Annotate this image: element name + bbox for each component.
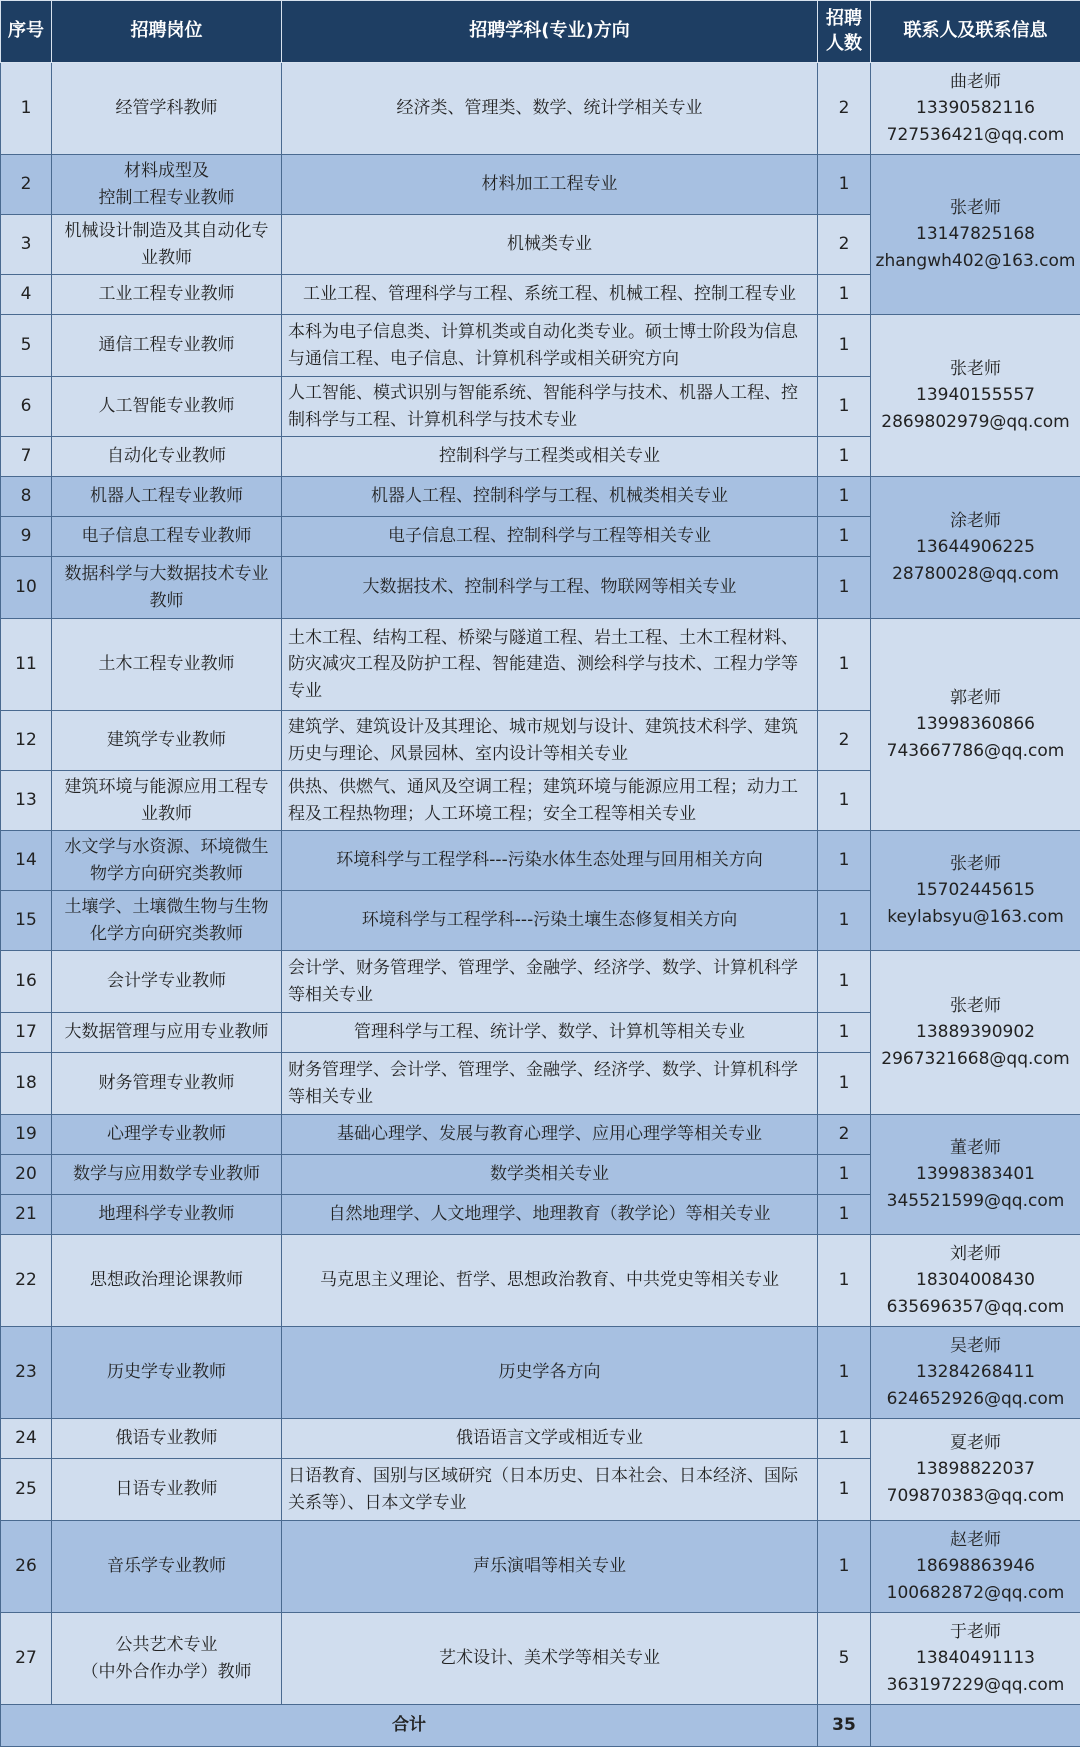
contact-name: 郭老师 — [950, 687, 1001, 708]
contact-phone: 13889390902 — [916, 1022, 1035, 1043]
row-major: 本科为电子信息类、计算机类或自动化类专业。硕士博士阶段为信息与通信工程、电子信息、计算机科学或相关研究方向 — [282, 315, 818, 377]
contact-email: 28780028@qq.com — [892, 563, 1059, 584]
row-count: 1 — [818, 831, 871, 891]
row-position: 机器人工程专业教师 — [52, 477, 282, 517]
contact-cell — [871, 1235, 1080, 1327]
contact-email: keylabsyu@163.com — [887, 906, 1064, 927]
row-position: 机械设计制造及其自动化专业教师 — [52, 215, 282, 275]
row-position: 公共艺术专业 （中外合作办学）教师 — [52, 1613, 282, 1705]
contact-name: 涂老师 — [950, 510, 1001, 531]
total-row — [1, 1705, 1080, 1747]
row-index: 26 — [1, 1521, 52, 1613]
row-position: 建筑环境与能源应用工程专业教师 — [52, 771, 282, 831]
row-major: 控制科学与工程类或相关专业 — [282, 437, 818, 477]
row-index: 3 — [1, 215, 52, 275]
row-count: 2 — [818, 711, 871, 771]
row-position: 数据科学与大数据技术专业教师 — [52, 557, 282, 619]
row-position: 土木工程专业教师 — [52, 619, 282, 711]
contact-email: 2869802979@qq.com — [881, 411, 1070, 432]
header-contact: 联系人及联系信息 — [871, 1, 1080, 63]
contact-name: 赵老师 — [950, 1529, 1001, 1550]
row-major: 声乐演唱等相关专业 — [282, 1521, 818, 1613]
row-count: 1 — [818, 377, 871, 437]
contact-name: 刘老师 — [950, 1243, 1001, 1264]
contact-cell — [871, 1613, 1080, 1705]
table-row — [1, 951, 1080, 1013]
row-index: 14 — [1, 831, 52, 891]
row-position: 音乐学专业教师 — [52, 1521, 282, 1613]
row-count: 1 — [818, 1013, 871, 1053]
row-count: 1 — [818, 619, 871, 711]
table-row — [1, 1115, 1080, 1155]
row-position: 历史学专业教师 — [52, 1327, 282, 1419]
row-count: 1 — [818, 1053, 871, 1115]
contact-cell — [871, 477, 1080, 619]
contact-cell — [871, 315, 1080, 477]
row-count: 1 — [818, 1459, 871, 1521]
table-header-row — [1, 1, 1080, 63]
contact-email: 345521599@qq.com — [886, 1190, 1065, 1211]
row-major: 马克思主义理论、哲学、思想政治教育、中共党史等相关专业 — [282, 1235, 818, 1327]
row-major: 建筑学、建筑设计及其理论、城市规划与设计、建筑技术科学、建筑历史与理论、风景园林、室内设计等相关专业 — [282, 711, 818, 771]
contact-cell — [871, 1419, 1080, 1521]
row-index: 13 — [1, 771, 52, 831]
row-major: 机械类专业 — [282, 215, 818, 275]
row-position: 材料成型及 控制工程专业教师 — [52, 155, 282, 215]
row-index: 6 — [1, 377, 52, 437]
row-count: 2 — [818, 215, 871, 275]
row-position: 通信工程专业教师 — [52, 315, 282, 377]
row-count: 1 — [818, 557, 871, 619]
row-position: 心理学专业教师 — [52, 1115, 282, 1155]
row-major: 日语教育、国别与区域研究（日本历史、日本社会、日本经济、国际关系等）、日本文学专业 — [282, 1459, 818, 1521]
row-major: 环境科学与工程学科---污染水体生态处理与回用相关方向 — [282, 831, 818, 891]
table-row — [1, 315, 1080, 377]
row-index: 27 — [1, 1613, 52, 1705]
row-major: 管理科学与工程、统计学、数学、计算机等相关专业 — [282, 1013, 818, 1053]
row-count: 1 — [818, 315, 871, 377]
row-major: 大数据技术、控制科学与工程、物联网等相关专业 — [282, 557, 818, 619]
row-major: 供热、供燃气、通风及空调工程；建筑环境与能源应用工程；动力工程及工程热物理；人工环境工程；安全工程等相关专业 — [282, 771, 818, 831]
row-count: 2 — [818, 63, 871, 155]
contact-email: 635696357@qq.com — [886, 1296, 1065, 1317]
row-major: 艺术设计、美术学等相关专业 — [282, 1613, 818, 1705]
header-index: 序号 — [1, 1, 52, 63]
table-row — [1, 477, 1080, 517]
row-index: 19 — [1, 1115, 52, 1155]
row-count: 1 — [818, 1327, 871, 1419]
contact-name: 董老师 — [950, 1137, 1001, 1158]
row-count: 1 — [818, 1235, 871, 1327]
contact-phone: 15702445615 — [916, 880, 1035, 901]
row-position: 财务管理专业教师 — [52, 1053, 282, 1115]
table-row — [1, 1613, 1080, 1705]
row-major: 人工智能、模式识别与智能系统、智能科学与技术、机器人工程、控制科学与工程、计算机科学与技术专业 — [282, 377, 818, 437]
row-position: 思想政治理论课教师 — [52, 1235, 282, 1327]
row-position: 会计学专业教师 — [52, 951, 282, 1013]
row-major: 材料加工工程专业 — [282, 155, 818, 215]
row-position: 人工智能专业教师 — [52, 377, 282, 437]
row-count: 1 — [818, 155, 871, 215]
row-count: 1 — [818, 891, 871, 951]
header-count-line2: 人数 — [826, 32, 862, 54]
row-position: 数学与应用数学专业教师 — [52, 1155, 282, 1195]
row-major: 数学类相关专业 — [282, 1155, 818, 1195]
row-major: 环境科学与工程学科---污染土壤生态修复相关方向 — [282, 891, 818, 951]
row-position: 土壤学、土壤微生物与生物化学方向研究类教师 — [52, 891, 282, 951]
row-index: 12 — [1, 711, 52, 771]
table-row — [1, 63, 1080, 155]
row-count: 1 — [818, 437, 871, 477]
contact-name: 于老师 — [950, 1621, 1001, 1642]
row-position: 日语专业教师 — [52, 1459, 282, 1521]
contact-email: 363197229@qq.com — [886, 1674, 1065, 1695]
contact-email: 709870383@qq.com — [886, 1485, 1065, 1506]
contact-cell — [871, 1115, 1080, 1235]
row-major: 基础心理学、发展与教育心理学、应用心理学等相关专业 — [282, 1115, 818, 1155]
row-count: 2 — [818, 1115, 871, 1155]
row-major: 电子信息工程、控制科学与工程等相关专业 — [282, 517, 818, 557]
row-major: 经济类、管理类、数学、统计学相关专业 — [282, 63, 818, 155]
contact-name: 张老师 — [950, 995, 1001, 1016]
contact-name: 夏老师 — [950, 1432, 1001, 1453]
row-position: 电子信息工程专业教师 — [52, 517, 282, 557]
row-position: 大数据管理与应用专业教师 — [52, 1013, 282, 1053]
row-major: 机器人工程、控制科学与工程、机械类相关专业 — [282, 477, 818, 517]
contact-cell — [871, 951, 1080, 1115]
row-index: 18 — [1, 1053, 52, 1115]
header-major: 招聘学科(专业)方向 — [282, 1, 818, 63]
row-position: 俄语专业教师 — [52, 1419, 282, 1459]
row-count: 1 — [818, 1419, 871, 1459]
contact-phone: 13998360866 — [916, 714, 1035, 735]
row-count: 1 — [818, 1195, 871, 1235]
row-major: 俄语语言文学或相近专业 — [282, 1419, 818, 1459]
row-count: 1 — [818, 1155, 871, 1195]
contact-name: 张老师 — [950, 358, 1001, 379]
row-index: 4 — [1, 275, 52, 315]
row-index: 21 — [1, 1195, 52, 1235]
contact-email: 727536421@qq.com — [886, 124, 1065, 145]
row-index: 25 — [1, 1459, 52, 1521]
contact-name: 张老师 — [950, 197, 1001, 218]
contact-email: 743667786@qq.com — [886, 740, 1065, 761]
row-index: 23 — [1, 1327, 52, 1419]
contact-phone: 13644906225 — [916, 537, 1035, 558]
table-row — [1, 619, 1080, 711]
row-index: 11 — [1, 619, 52, 711]
contact-name: 曲老师 — [950, 71, 1001, 92]
row-position: 地理科学专业教师 — [52, 1195, 282, 1235]
row-index: 5 — [1, 315, 52, 377]
row-count: 1 — [818, 771, 871, 831]
total-label: 合计 — [1, 1705, 818, 1747]
contact-cell — [871, 155, 1080, 315]
contact-cell — [871, 1521, 1080, 1613]
contact-phone: 13284268411 — [916, 1362, 1035, 1383]
row-major: 历史学各方向 — [282, 1327, 818, 1419]
contact-email: 624652926@qq.com — [886, 1388, 1065, 1409]
contact-cell — [871, 1327, 1080, 1419]
contact-cell — [871, 619, 1080, 831]
total-contact-empty — [871, 1705, 1080, 1747]
header-position: 招聘岗位 — [52, 1, 282, 63]
contact-name: 吴老师 — [950, 1335, 1001, 1356]
contact-phone: 13898822037 — [916, 1459, 1035, 1480]
row-position: 自动化专业教师 — [52, 437, 282, 477]
contact-phone: 18304008430 — [916, 1270, 1035, 1291]
row-index: 16 — [1, 951, 52, 1013]
row-position: 水文学与水资源、环境微生物学方向研究类教师 — [52, 831, 282, 891]
contact-email: 2967321668@qq.com — [881, 1048, 1070, 1069]
contact-phone: 13390582116 — [916, 98, 1035, 119]
row-index: 9 — [1, 517, 52, 557]
table-row — [1, 1327, 1080, 1419]
table-row — [1, 155, 1080, 215]
contact-phone: 13147825168 — [916, 224, 1035, 245]
contact-cell — [871, 831, 1080, 951]
table-row — [1, 1521, 1080, 1613]
row-count: 5 — [818, 1613, 871, 1705]
table-row — [1, 831, 1080, 891]
contact-phone: 13840491113 — [916, 1648, 1035, 1669]
contact-email: zhangwh402@163.com — [875, 250, 1076, 271]
row-count: 1 — [818, 1521, 871, 1613]
row-position: 建筑学专业教师 — [52, 711, 282, 771]
row-count: 1 — [818, 517, 871, 557]
header-count-line1: 招聘 — [826, 8, 862, 30]
contact-cell — [871, 63, 1080, 155]
row-count: 1 — [818, 275, 871, 315]
table-row — [1, 1419, 1080, 1459]
row-index: 1 — [1, 63, 52, 155]
row-major: 财务管理学、会计学、管理学、金融学、经济学、数学、计算机科学等相关专业 — [282, 1053, 818, 1115]
table-row — [1, 1235, 1080, 1327]
row-index: 22 — [1, 1235, 52, 1327]
contact-phone: 18698863946 — [916, 1556, 1035, 1577]
contact-phone: 13998383401 — [916, 1164, 1035, 1185]
row-position: 工业工程专业教师 — [52, 275, 282, 315]
table-body — [1, 63, 1080, 1747]
header-count — [818, 1, 871, 63]
total-count: 35 — [818, 1705, 871, 1747]
row-index: 20 — [1, 1155, 52, 1195]
row-index: 7 — [1, 437, 52, 477]
row-count: 1 — [818, 951, 871, 1013]
row-position: 经管学科教师 — [52, 63, 282, 155]
row-index: 24 — [1, 1419, 52, 1459]
row-major: 会计学、财务管理学、管理学、金融学、经济学、数学、计算机科学等相关专业 — [282, 951, 818, 1013]
row-index: 10 — [1, 557, 52, 619]
contact-email: 100682872@qq.com — [886, 1582, 1065, 1603]
row-major: 工业工程、管理科学与工程、系统工程、机械工程、控制工程专业 — [282, 275, 818, 315]
row-count: 1 — [818, 477, 871, 517]
row-index: 8 — [1, 477, 52, 517]
row-index: 2 — [1, 155, 52, 215]
row-major: 自然地理学、人文地理学、地理教育（教学论）等相关专业 — [282, 1195, 818, 1235]
contact-name: 张老师 — [950, 853, 1001, 874]
row-index: 17 — [1, 1013, 52, 1053]
row-major: 土木工程、结构工程、桥梁与隧道工程、岩土工程、土木工程材料、防灾减灾工程及防护工程、智能建造、测绘科学与技术、工程力学等专业 — [282, 619, 818, 711]
row-index: 15 — [1, 891, 52, 951]
contact-phone: 13940155557 — [916, 385, 1035, 406]
